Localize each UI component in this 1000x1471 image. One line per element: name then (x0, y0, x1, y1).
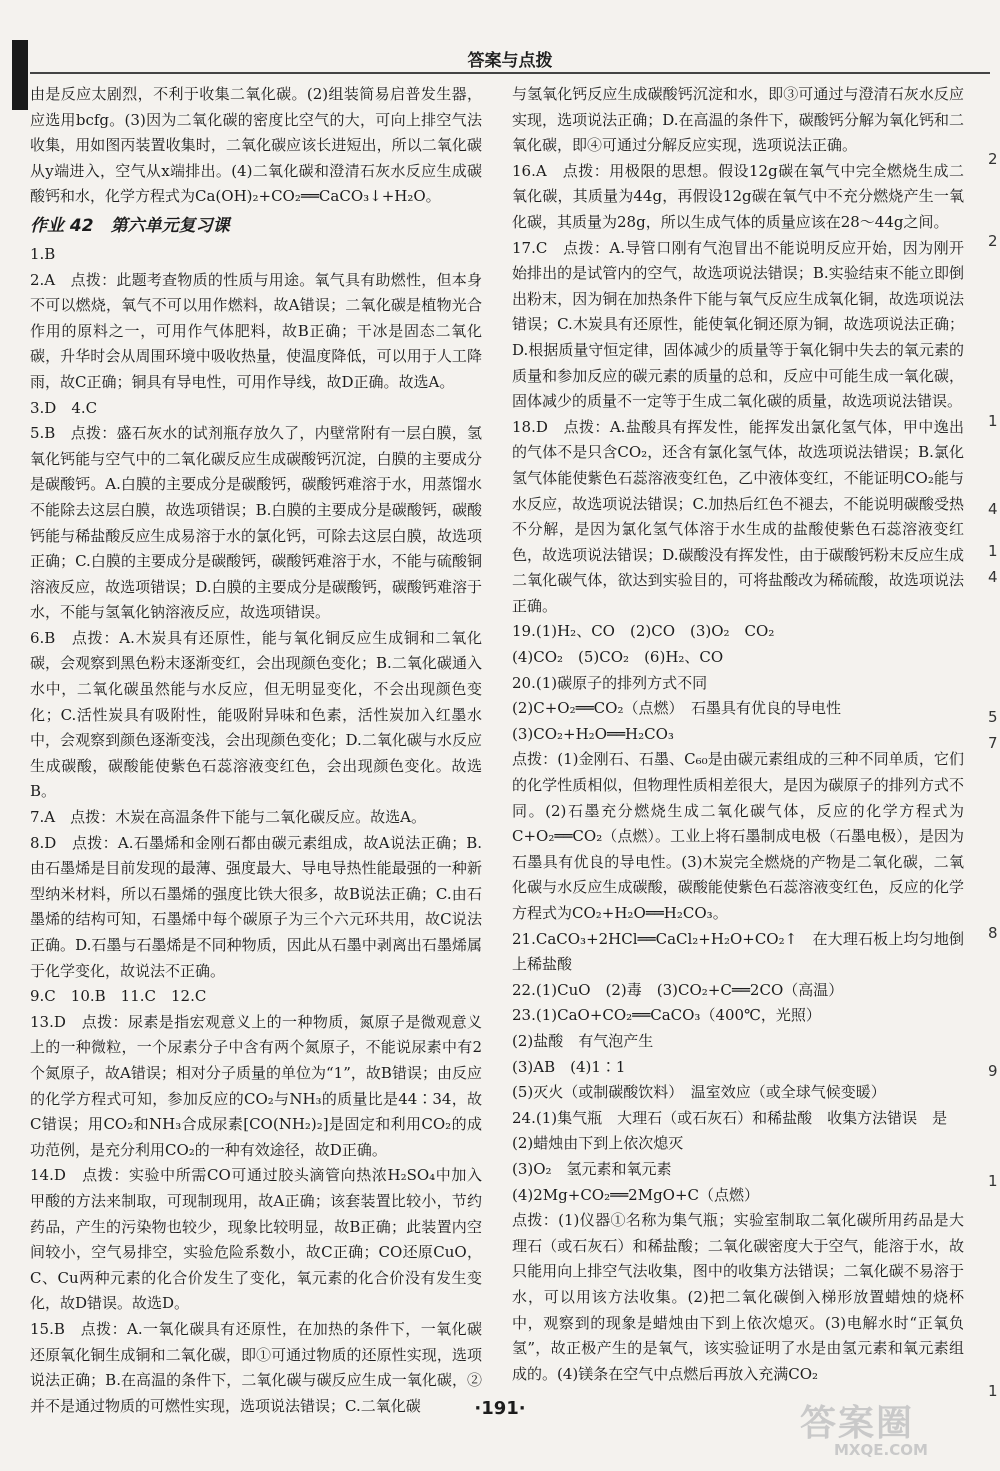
answer-item: 15.B 点拨：A.一氧化碳具有还原性，在加热的条件下，一氧化碳还原氧化铜生成铜和二氧化碳，即①可通过物质的还原性实现，选项说法正确；B.在高温的条件下，二氧化碳与碳反应生成一氧化碳，②并不是通过物质的可燃性实现，选项说法错误；C.二氧化碳 (30, 1319, 482, 1415)
watermark-url: MXQE.COM (834, 1441, 928, 1459)
answer-item: 3.D 4.C (30, 398, 98, 417)
answer-item: 23.(1)CaO+CO₂══CaCO₃（400℃，光照） (512, 1006, 821, 1025)
edge-fragment: 7 (988, 734, 998, 752)
header-title: 答案与点拨 (467, 51, 553, 71)
answer-item: (3)O₂ 氢元素和氧元素 (512, 1159, 672, 1178)
binding-strip (12, 40, 28, 110)
answer-item: 点拨：(1)仪器①名称为集气瓶；实验室制取二氧化碳所用药品是大理石（或石灰石）和稀盐酸；二氧化碳密度大于空气，能溶于水，故只能用向上排空气法收集，图中的收集方法错误；二氧化碳不易溶于水，可以用该方法收集。(2)把二氧化碳倒入梯形放置蜡烛的烧杯中，观察到的现象是蜡烛由下到上依次熄灭。(3)电解水时“正氧负氢”，故正极产生的是氧气，该实验证明了水是由氢元素和氧元素组成的。(4)镁条在空气中点燃后再放入充满CO₂ (512, 1211, 964, 1383)
answer-item: 16.A 点拨：用极限的思想。假设12g碳在氧气中完全燃烧生成二氧化碳，其质量为44g，再假设12g碳在氧气中不充分燃烧产生一氧化碳，其质量为28g，所以生成气体的质量应该在28～44g之间。 (512, 161, 964, 231)
answer-item: 6.B 点拨：A.木炭具有还原性，能与氧化铜反应生成铜和二氧化碳，会观察到黑色粉末逐渐变红，会出现颜色变化；B.二氧化碳通入水中，二氧化碳虽然能与水反应，但无明显变化，不会出现颜色变化；C.活性炭具有吸附性，能吸附异味和色素，活性炭加入红墨水中，会观察到颜色逐渐变浅，会出现颜色变化；D.二氧化碳与水反应生成碳酸，碳酸能使紫色石蕊溶液变红色，会出现颜色变化。故选B。 (30, 628, 482, 801)
section-title: 作业 42 第六单元复习课 (30, 215, 230, 236)
edge-fragment: 5 (988, 708, 998, 726)
page-header (30, 40, 990, 74)
answer-item: 22.(1)CuO (2)毒 (3)CO₂+C══2CO（高温） (512, 980, 844, 999)
answer-item: 5.B 点拨：盛石灰水的试剂瓶存放久了，内壁常附有一层白膜，氢氧化钙能与空气中的二氧化碳反应生成碳酸钙沉淀，白膜的主要成分是碳酸钙。A.白膜的主要成分是碳酸钙，碳酸钙难溶于水，用蒸馏水不能除去这层白膜，故选项错误；B.白膜的主要成分是碳酸钙，碳酸钙能与稀盐酸反应生成易溶于水的氯化钙，可除去这层白膜，故选项正确；C.白膜的主要成分是碳酸钙，碳酸钙难溶于水，不能与硫酸铜溶液反应，故选项错误；D.白膜的主要成分是碳酸钙，碳酸钙难溶于水，不能与氢氧化钠溶液反应，故选项错误。 (30, 424, 482, 622)
edge-fragment: 8 (988, 924, 998, 942)
edge-fragment: 1 (988, 412, 998, 430)
answer-item: (3)AB (4)1∶1 (512, 1057, 626, 1076)
edge-fragment: 1 (988, 542, 998, 560)
watermark-text: 答案圈 (800, 1403, 915, 1444)
answer-item: (2)C+O₂══CO₂（点燃） 石墨具有优良的导电性 (512, 699, 841, 718)
answer-item: 2.A 点拨：此题考查物质的性质与用途。氧气具有助燃性，但本身不可以燃烧，氧气不可以用作燃料，故A错误；二氧化碳是植物光合作用的原料之一，可用作气体肥料，故B正确；干冰是固态二氧化碳，升华时会从周围环境中吸收热量，使温度降低，可以用于人工降雨，故C正确；铜具有导电性，可用作导线，故D正确。故选A。 (30, 270, 482, 391)
answer-item: (5)灭火（或制碳酸饮料） 温室效应（或全球气候变暖） (512, 1083, 886, 1102)
right-column (512, 82, 964, 1387)
answer-item: 9.C 10.B 11.C 12.C (30, 987, 207, 1006)
edge-fragment: 1 (988, 1172, 998, 1190)
answer-item: 14.D 点拨：实验中所需CO可通过胶头滴管向热浓H₂SO₄中加入甲酸的方法来制取，可现制现用，故A正确；该套装置比较小，节约药品，产生的污染物也较少，现象比较明显，故B正确；此装置内空间较小，空气易排空，实验危险系数小，故C正确；CO还原CuO，C、Cu两种元素的化合价发生了变化，氧元素的化合价没有发生变化，故D错误。故选D。 (30, 1166, 482, 1313)
edge-fragment: 9 (988, 1062, 998, 1080)
answer-item: 19.(1)H₂、CO (2)CO (3)O₂ CO₂ (512, 622, 775, 641)
adjacent-page-edge (984, 82, 1000, 1400)
answer-item: 20.(1)碳原子的排列方式不同 (512, 673, 708, 692)
edge-fragment: 2 (988, 232, 998, 250)
answer-item: (2)蜡烛由下到上依次熄灭 (512, 1134, 684, 1153)
answer-item: 24.(1)集气瓶 大理石（或石灰石）和稀盐酸 收集方法错误 是 (512, 1108, 948, 1127)
answer-item: 18.D 点拨：A.盐酸具有挥发性，能挥发出氯化氢气体，甲中逸出的气体不是只含CO₂，还含有氯化氢气体，故选项说法错误；B.氯化氢气体能使紫色石蕊溶液变红色，乙中液体变红，不能证明CO₂能与水反应，故选项说法错误；C.加热后红色不褪去，不能说明碳酸受热不分解，是因为氯化氢气体溶于水生成的盐酸使紫色石蕊溶液变红色，故选项说法错误；D.碳酸没有挥发性，由于碳酸钙粉末反应生成二氧化碳气体，欲达到实验目的，可将盐酸改为稀硫酸，故选项说法正确。 (512, 417, 964, 615)
left-column (30, 82, 482, 1419)
edge-fragment: 4 (988, 500, 998, 518)
answer-item: (4)2Mg+CO₂══2MgO+C（点燃） (512, 1185, 760, 1204)
answer-item: 点拨：(1)金刚石、石墨、C₆₀是由碳元素组成的三种不同单质，它们的化学性质相似，但物理性质相差很大，是因为碳原子的排列方式不同。(2)石墨充分燃烧生成二氧化碳气体，反应的化学方程式为C+O₂══CO₂（点燃）。工业上将石墨制成电极（石墨电极），是因为石墨具有优良的导电性。(3)木炭完全燃烧的产物是二氧化碳，二氧化碳与水反应生成碳酸，碳酸能使紫色石蕊溶液变红色，反应的化学方程式为CO₂+H₂O══H₂CO₃。 (512, 750, 964, 922)
answer-item: 21.CaCO₃+2HCl══CaCl₂+H₂O+CO₂↑ 在大理石板上均匀地倒上稀盐酸 (512, 929, 964, 974)
answer-item: 8.D 点拨：A.石墨烯和金刚石都由碳元素组成，故A说法正确；B.由石墨烯是目前发现的最薄、强度最大、导电导热性能最强的一种新型纳米材料，所以石墨烯的强度比铁大很多，故B说法正确；C.由石墨烯的结构可知，石墨烯中每个碳原子为三个六元环共用，故C说法正确。D.石墨与石墨烯是不同种物质，因此从石墨中剥离出石墨烯属于化学变化，故说法不正确。 (30, 833, 482, 980)
answer-item: 1.B (30, 244, 56, 263)
answer-item: (3)CO₂+H₂O══H₂CO₃ (512, 724, 674, 743)
page-number: ·191· (474, 1398, 526, 1419)
edge-fragment: 2 (988, 150, 998, 168)
answer-item: (4)CO₂ (5)CO₂ (6)H₂、CO (512, 648, 724, 667)
answer-item: (2)盐酸 有气泡产生 (512, 1031, 654, 1050)
watermark-logo (800, 1395, 990, 1465)
continued-paragraph: 与氢氧化钙反应生成碳酸钙沉淀和水，即③可通过与澄清石灰水反应实现，选项说法正确；D.在高温的条件下，碳酸钙分解为氧化钙和二氧化碳，即④可通过分解反应实现，选项说法正确。 (512, 85, 964, 155)
answer-item: 17.C 点拨：A.导管口刚有气泡冒出不能说明反应开始，因为刚开始排出的是试管内的空气，故选项说法错误；B.实验结束不能立即倒出粉末，因为铜在加热条件下能与氧气反应生成氧化铜，故选项说法错误；C.木炭具有还原性，能使氧化铜还原为铜，故选项说法正确；D.根据质量守恒定律，固体减少的质量等于氧化铜中失去的氧元素的质量和参加反应的碳元素的质量的总和，反应中可能生成一氧化碳，固体减少的质量不一定等于生成二氧化碳的质量，故选项说法错误。 (512, 238, 964, 411)
answer-item: 7.A 点拨：木炭在高温条件下能与二氧化碳反应。故选A。 (30, 808, 426, 827)
edge-fragment: 1 (988, 1382, 998, 1400)
intro-paragraph: 由是反应太剧烈，不利于收集二氧化碳。(2)组装简易启普发生器，应选用bcfg。(3)因为二氧化碳的密度比空气的大，可向上排空气法收集，用如图丙装置收集时，二氧化碳应该长进短出，所以二氧化碳从y端进入，空气从x端排出。(4)二氧化碳和澄清石灰水反应生成碳酸钙和水，化学方程式为Ca(OH)₂+CO₂══CaCO₃↓+H₂O。 (30, 85, 482, 206)
edge-fragment: 4 (988, 568, 998, 586)
answer-item: 13.D 点拨：尿素是指宏观意义上的一种物质，氮原子是微观意义上的一种微粒，一个尿素分子中含有两个氮原子，不能说尿素中有2个氮原子，故A错误；相对分子质量的单位为“1”，故B错误；由反应的化学方程式可知，参加反应的CO₂与NH₃的质量比是44∶34，故C错误；用CO₂和NH₃合成尿素[CO(NH₂)₂]是固定和利用CO₂的成功范例，是充分利用CO₂的一种有效途径，故D正确。 (30, 1012, 482, 1159)
